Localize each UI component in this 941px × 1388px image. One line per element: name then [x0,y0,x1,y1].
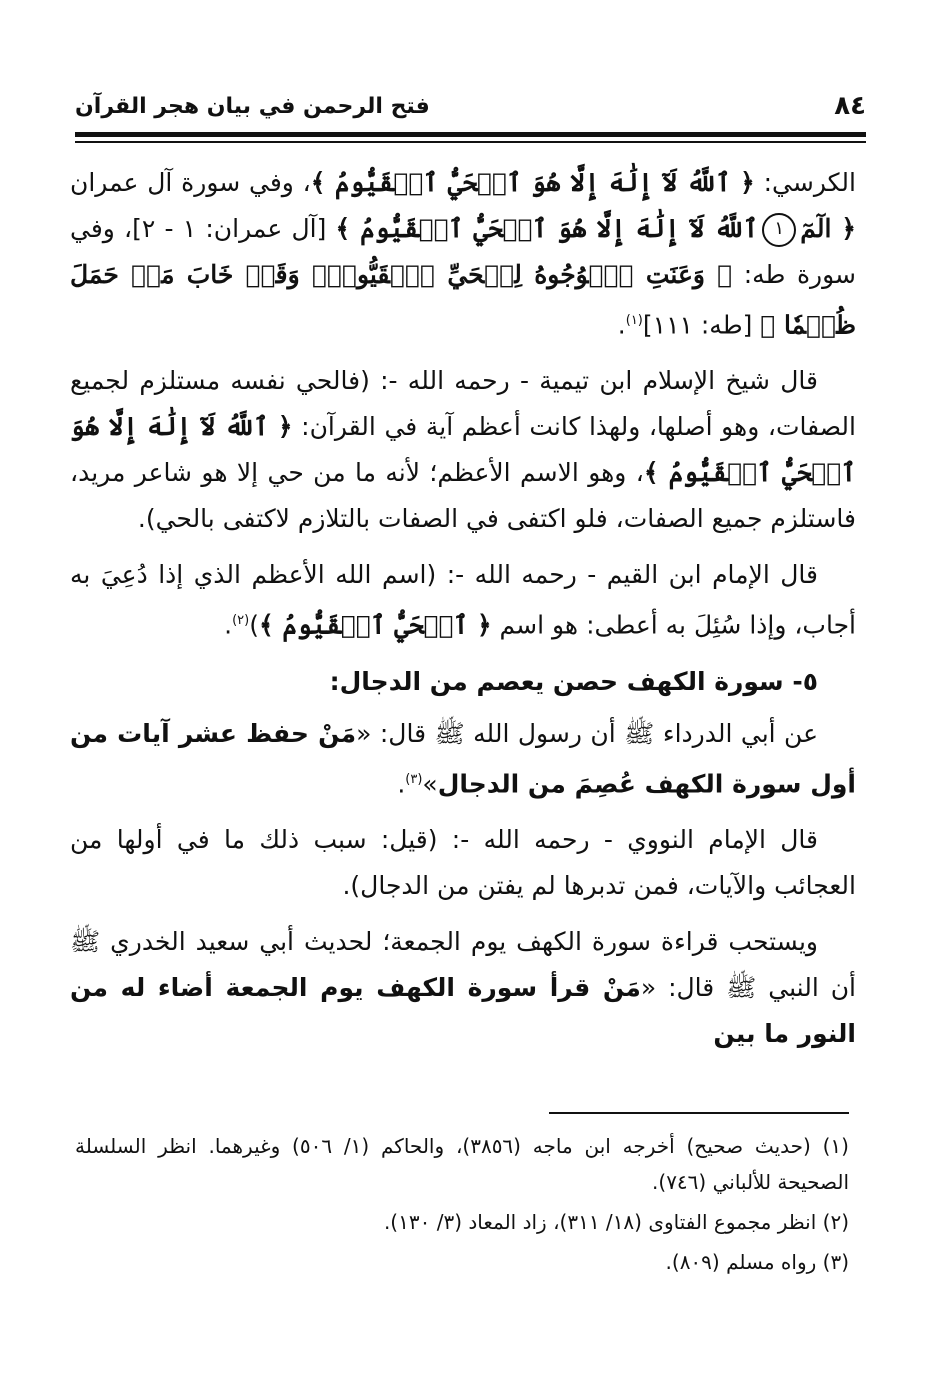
quran-verse: ﴿ ٱللَّهُ لَآ إِلَٰهَ إِلَّا هُوَ ٱلۡحَيُّ ٱلۡقَيُّومُ ﴾ [310,168,755,197]
hadith-text: مَنْ قرأ سورة الكهف يوم الجمعة أضاء له من النور ما بين [70,972,856,1048]
footnote-1: (١) (حديث صحيح) أخرجه ابن ماجه (٣٨٥٦)، والحاكم (١/ ٥٠٦) وغيرهما. انظر السلسلة الصحيحة للألباني (٧٤٦). [75,1134,849,1194]
footnote-separator [549,1112,849,1114]
section-heading: ٥- سورة الكهف حصن يعصم من الدجال: [329,666,818,696]
text-run: . [224,610,233,640]
verse-reference: [آل عمران: ١ - ٢]، وفي سورة طه: [70,214,856,289]
hadith-text: مَنْ حفظ عشر آيات من أول سورة الكهف عُصِمَ من الدجال [70,718,856,798]
text-run: قال: « [356,718,435,748]
quran-verse: ﴿ ٱللَّهُ لَآ إِلَٰهَ إِلَّا هُوَ ٱلۡحَيُّ ٱلۡقَيُّومُ ﴾ [70,412,856,488]
quran-verse: ﴿ ٱلۡحَيُّ ٱلۡقَيُّومُ ﴾ [258,610,492,640]
paragraph-abu-darda [70,711,856,807]
text-run: عن أبي الدرداء [654,718,819,748]
text-run: ويستحب قراءة سورة الكهف يوم الجمعة؛ لحديث أبي سعيد الخدري [100,926,818,956]
paragraph-nawawi: قال الإمام النووي - رحمه الله -: (قيل: سبب ذلك ما في أولها من العجائب والآيات، فمن تدبرها لم يفتن من الدجال). [70,824,856,900]
main-text [70,160,856,1067]
text-run: . [397,768,406,798]
footnote-ref[interactable]: (٢) [232,613,250,629]
footnotes [75,1128,849,1284]
text-run: ) [249,610,259,640]
honorific-glyph: ﷺ [624,718,655,748]
text-run: ، وهو الاسم الأعظم؛ لأنه ما من حي إلا هو شاعر مريد، فاستلزم جميع الصفات، فلو اكتفى في الصفات بالتلازم لاكتفى بالحي). [70,458,856,534]
page-number: ٨٤ [834,91,866,121]
text-run: قال الإمام ابن القيم - رحمه الله -: (اسم الله الأعظم الذي إذا دُعِيَ به أجاب، وإذا سُئِلَ به أعطى: هو اسم [70,560,856,640]
text-run: . [617,310,626,340]
footnote-3: (٣) رواه مسلم (٨٠٩). [665,1250,849,1274]
quran-verse: ﴿ وَعَنَتِ ٱلۡوُجُوهُ لِلۡحَيِّ ٱلۡقَيُّومِۖ وَقَدۡ خَابَ مَنۡ حَمَلَ ظُلۡمٗا ﴾ [70,260,856,340]
paragraph-ibn-alqayyim [70,552,856,648]
honorific-glyph: ﷺ [70,926,101,956]
verse-reference: [طه: ١١١] [642,310,761,340]
text-run: أن رسول الله [464,718,625,748]
honorific-glyph: ﷺ [726,972,757,1002]
quran-verse: ﴿ الٓمٓ [800,214,856,243]
header-rule-thick [75,132,866,137]
text-run: قال شيخ الإسلام ابن تيمية - رحمه الله -: (فالحي نفسه مستلزم لجميع الصفات، وهو أصلها، ولهذا كانت أعظم آية في القرآن: [70,366,856,442]
honorific-glyph: ﷺ [434,718,465,748]
ayah-number-marker: ١ [762,213,796,247]
paragraph-friday-reading [70,919,856,1057]
header-rule-thin [75,141,866,143]
paragraph-ibn-taymiyyah [70,358,856,542]
text-run: » [422,768,438,798]
page-header [75,86,866,126]
footnote-ref[interactable]: (٣) [405,771,423,787]
text-run: أن النبي [756,972,857,1002]
text-run: قال: « [640,972,727,1002]
paragraph-kursi [70,160,856,348]
text-run: ، وفي سورة آل عمران [70,168,311,197]
text-run: الكرسي: [754,168,856,197]
quran-verse: ٱللَّهُ لَآ إِلَٰهَ إِلَّا هُوَ ٱلۡحَيُّ ٱلۡقَيُّومُ ﴾ [335,214,759,243]
footnote-ref[interactable]: (١) [625,313,643,328]
running-title: فتح الرحمن في بيان هجر القرآن [75,93,430,119]
footnote-2: (٢) انظر مجموع الفتاوى (١٨/ ٣١١)، زاد المعاد (٣/ ١٣٠). [383,1210,849,1234]
